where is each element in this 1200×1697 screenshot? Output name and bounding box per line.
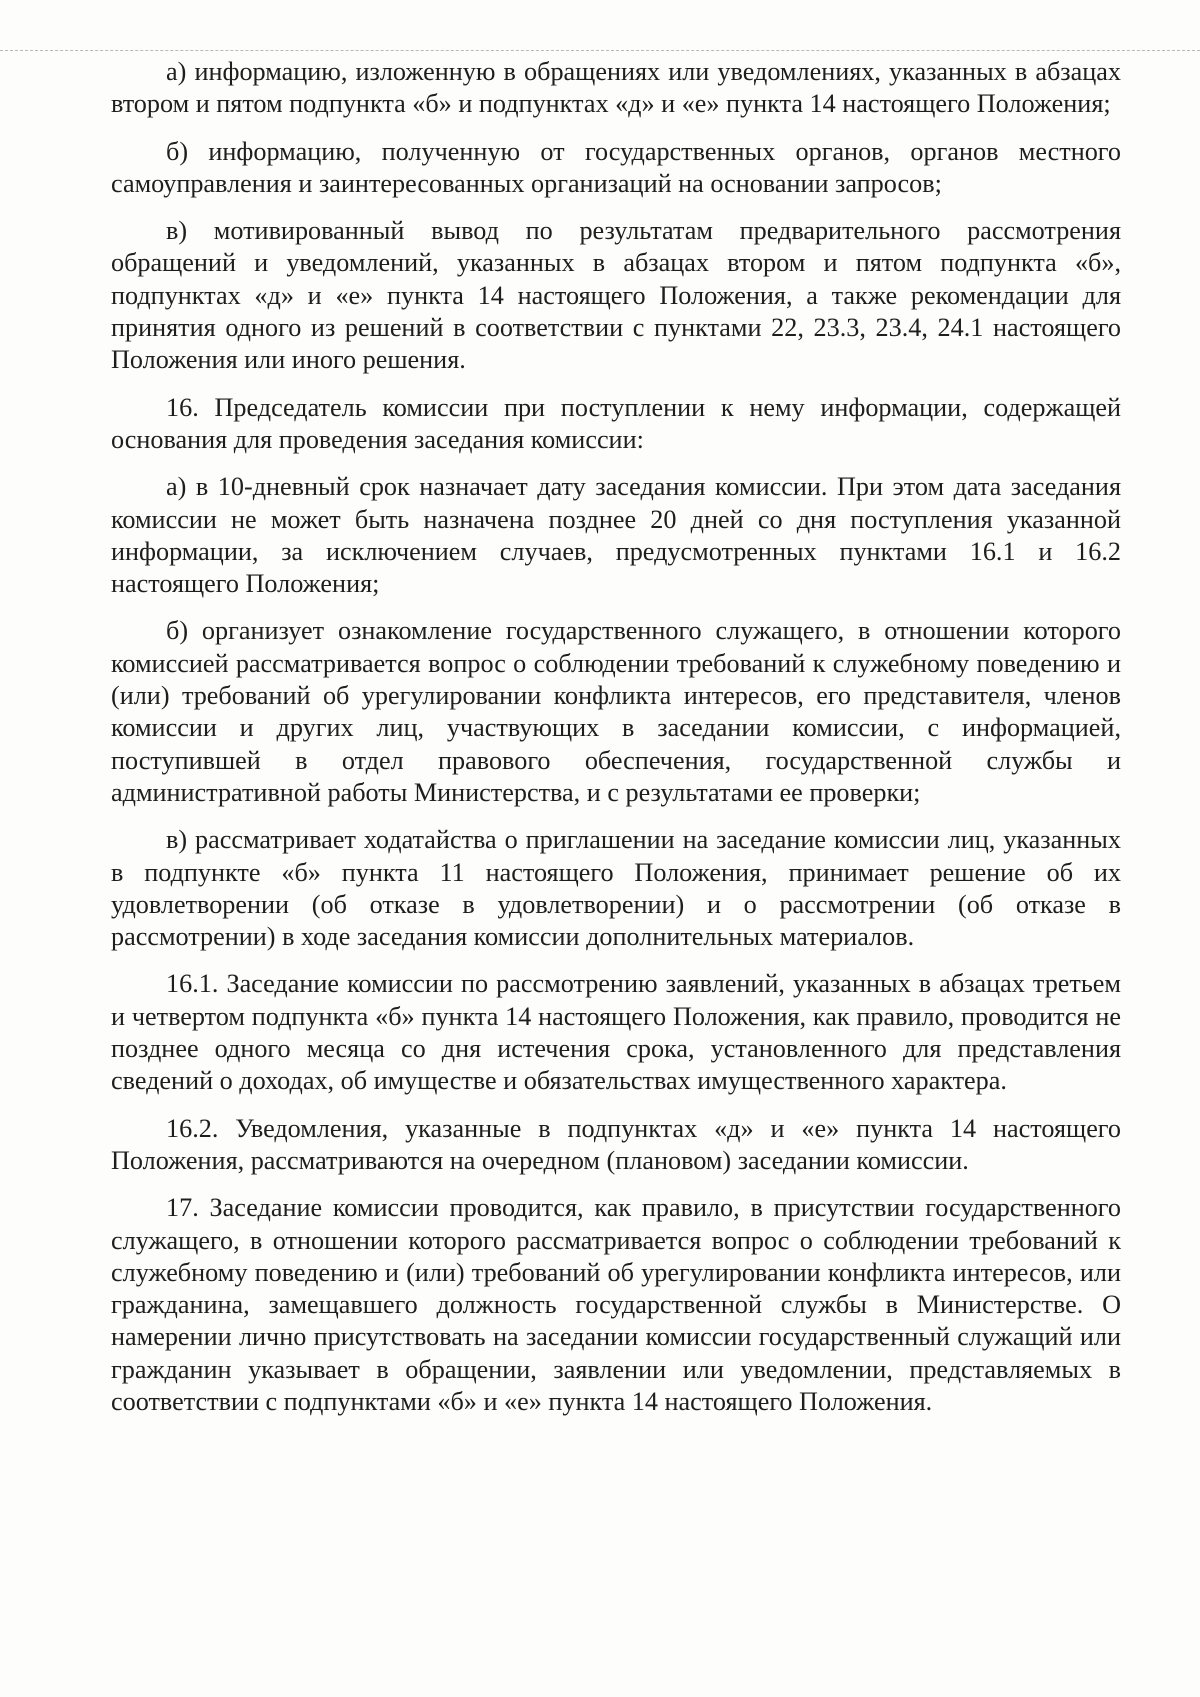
paragraph-16: 16. Председатель комиссии при поступлении к нему информации, содержащей основания для проведения заседания комиссии:: [111, 392, 1121, 454]
paragraph-16v: в) рассматривает ходатайства о приглашении на заседание комиссии лиц, указанных в подпункте «б» пункта 11 настоящего Положения, принимает решение об их удовлетворении (об отказе в удовлетворении) и о рассмотрении (об отказе в рассмотрении) в ходе заседания комиссии дополнительных материалов.: [111, 825, 1121, 952]
paragraph-17: 17. Заседание комиссии проводится, как правило, в присутствии государственного служащего, в отношении которого рассматривается вопрос о соблюдении требований к служебному поведению и (или) требований об урегулировании конфликта интересов, или гражданина, замещавшего должность государственной службы в Министерстве. О намерении лично присутствовать на заседании комиссии государственный служащий или гражданин указывает в обращении, заявлении или уведомлении, представляемых в соответствии с подпунктами «б» и «е» пункта 14 настоящего Положения.: [111, 1193, 1121, 1416]
paragraph-16-1: 16.1. Заседание комиссии по рассмотрению заявлений, указанных в абзацах третьем и четвертом подпункта «б» пункта 14 настоящего Положения, как правило, проводится не позднее одного месяца со дня истечения срока, установленного для представления сведений о доходах, об имуществе и обязательствах имущественного характера.: [111, 969, 1121, 1096]
paragraph-16b: б) организует ознакомление государственного служащего, в отношении которого комиссией рассматривается вопрос о соблюдении требований к служебному поведению и (или) требований об урегулировании конфликта интересов, его представителя, членов комиссии и других лиц, участвующих в заседании комиссии, с информацией, поступившей в отдел правового обеспечения, государственной службы и административной работы Министерства, и с результатами ее проверки;: [111, 616, 1121, 807]
paragraph-15b: б) информацию, полученную от государственных органов, органов местного самоуправления и заинтересованных организаций на основании запросов;: [111, 136, 1121, 198]
paragraph-15v: в) мотивированный вывод по результатам предварительного рассмотрения обращений и уведомлений, указанных в абзацах втором и пятом подпункта «б», подпунктах «д» и «е» пункта 14 настоящего Положения, а также рекомендации для принятия одного из решений в соответствии с пунктами 22, 23.3, 23.4, 24.1 настоящего Положения или иного решения.: [111, 216, 1121, 375]
document-body: [111, 56, 1121, 1433]
paragraph-16a: а) в 10-дневный срок назначает дату заседания комиссии. При этом дата заседания комиссии не может быть назначена позднее 20 дней со дня поступления указанной информации, за исключением случаев, предусмотренных пунктами 16.1 и 16.2 настоящего Положения;: [111, 472, 1121, 599]
paragraph-15a: а) информацию, изложенную в обращениях или уведомлениях, указанных в абзацах втором и пятом подпункта «б» и подпунктах «д» и «е» пункта 14 настоящего Положения;: [111, 57, 1121, 119]
page-top-rule: [0, 50, 1200, 51]
paragraph-16-2: 16.2. Уведомления, указанные в подпунктах «д» и «е» пункта 14 настоящего Положения, рассматриваются на очередном (плановом) заседании комиссии.: [111, 1113, 1121, 1175]
